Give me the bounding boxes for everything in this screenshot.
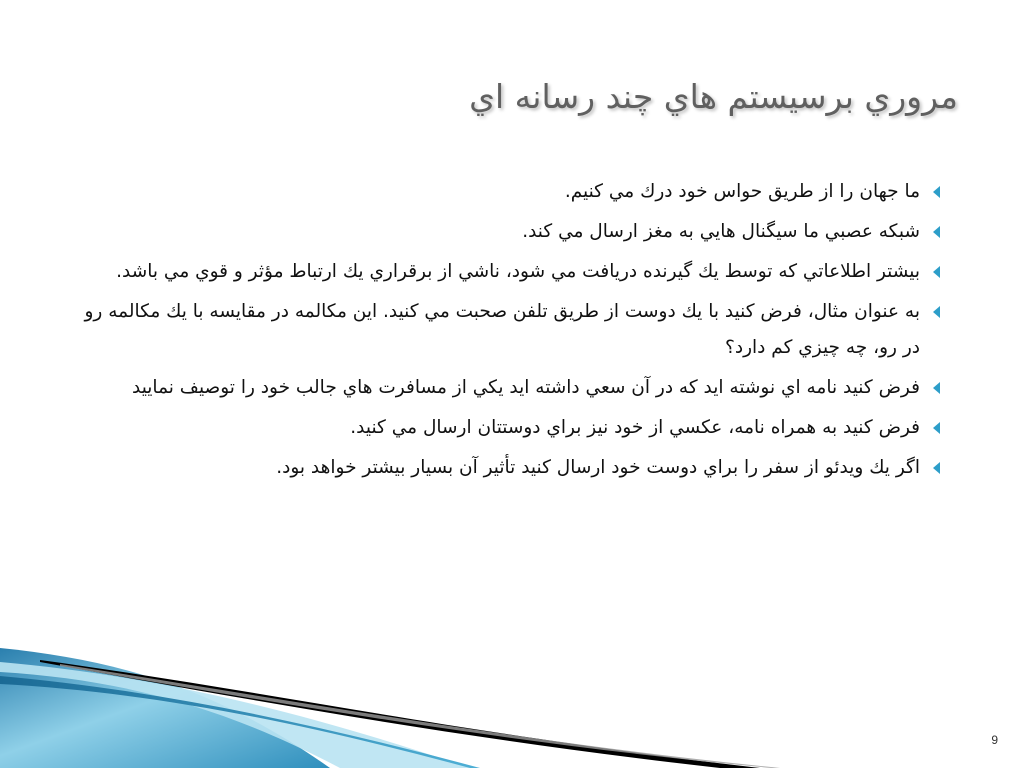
bullet-arrow-icon [933,306,940,318]
bullet-item [76,410,946,446]
bullet-text: فرض كنيد به همراه نامه، عكسي از خود نيز براي دوستتان ارسال مي كنيد. [350,417,920,438]
bullet-arrow-icon [933,422,940,434]
bullet-item [76,450,946,486]
swoosh-black-wedge [40,660,760,768]
bullet-text: شبكه عصبي ما سيگنال هايي به مغز ارسال مي كند. [522,221,920,242]
bullet-arrow-icon [933,382,940,394]
bullet-item [76,214,946,250]
bullet-text: فرض كنيد نامه اي نوشته ايد كه در آن سعي داشته ايد يكي از مسافرت هاي جالب خود را توصيف نماييد [131,377,920,398]
bullet-text: به عنوان مثال، فرض كنيد با يك دوست از طريق تلفن صحبت مي كنيد. اين مكالمه در مقايسه با يك مكالمه رو در رو، چه چيزي كم دارد؟ [84,301,920,358]
bullet-item [76,174,946,210]
bullet-arrow-icon [933,266,940,278]
bullet-item [76,370,946,406]
bullet-text: ما جهان را از طريق حواس خود درك مي كنيم. [564,181,920,202]
swoosh-grey-line [60,664,780,768]
page-number: 9 [991,733,998,747]
bullet-text: بيشتر اطلاعاتي كه توسط يك گيرنده دريافت مي شود، ناشي از برقراري يك ارتباط مؤثر و قوي مي باشد. [116,261,920,282]
bullet-item [76,254,946,290]
bullet-item [76,294,946,366]
bullet-arrow-icon [933,226,940,238]
swoosh-blue-band [0,648,330,768]
swoosh-light-band [0,662,470,768]
bullet-text: اگر يك ويدئو از سفر را براي دوست خود ارسال كنيد تأثير آن بسيار بيشتر خواهد بود. [276,457,920,478]
bullet-arrow-icon [933,186,940,198]
slide-title: مروري برسيستم هاي چند رسانه اي [469,77,958,116]
bullet-arrow-icon [933,462,940,474]
swoosh-dark-band [0,676,480,768]
bullet-list [76,174,946,490]
